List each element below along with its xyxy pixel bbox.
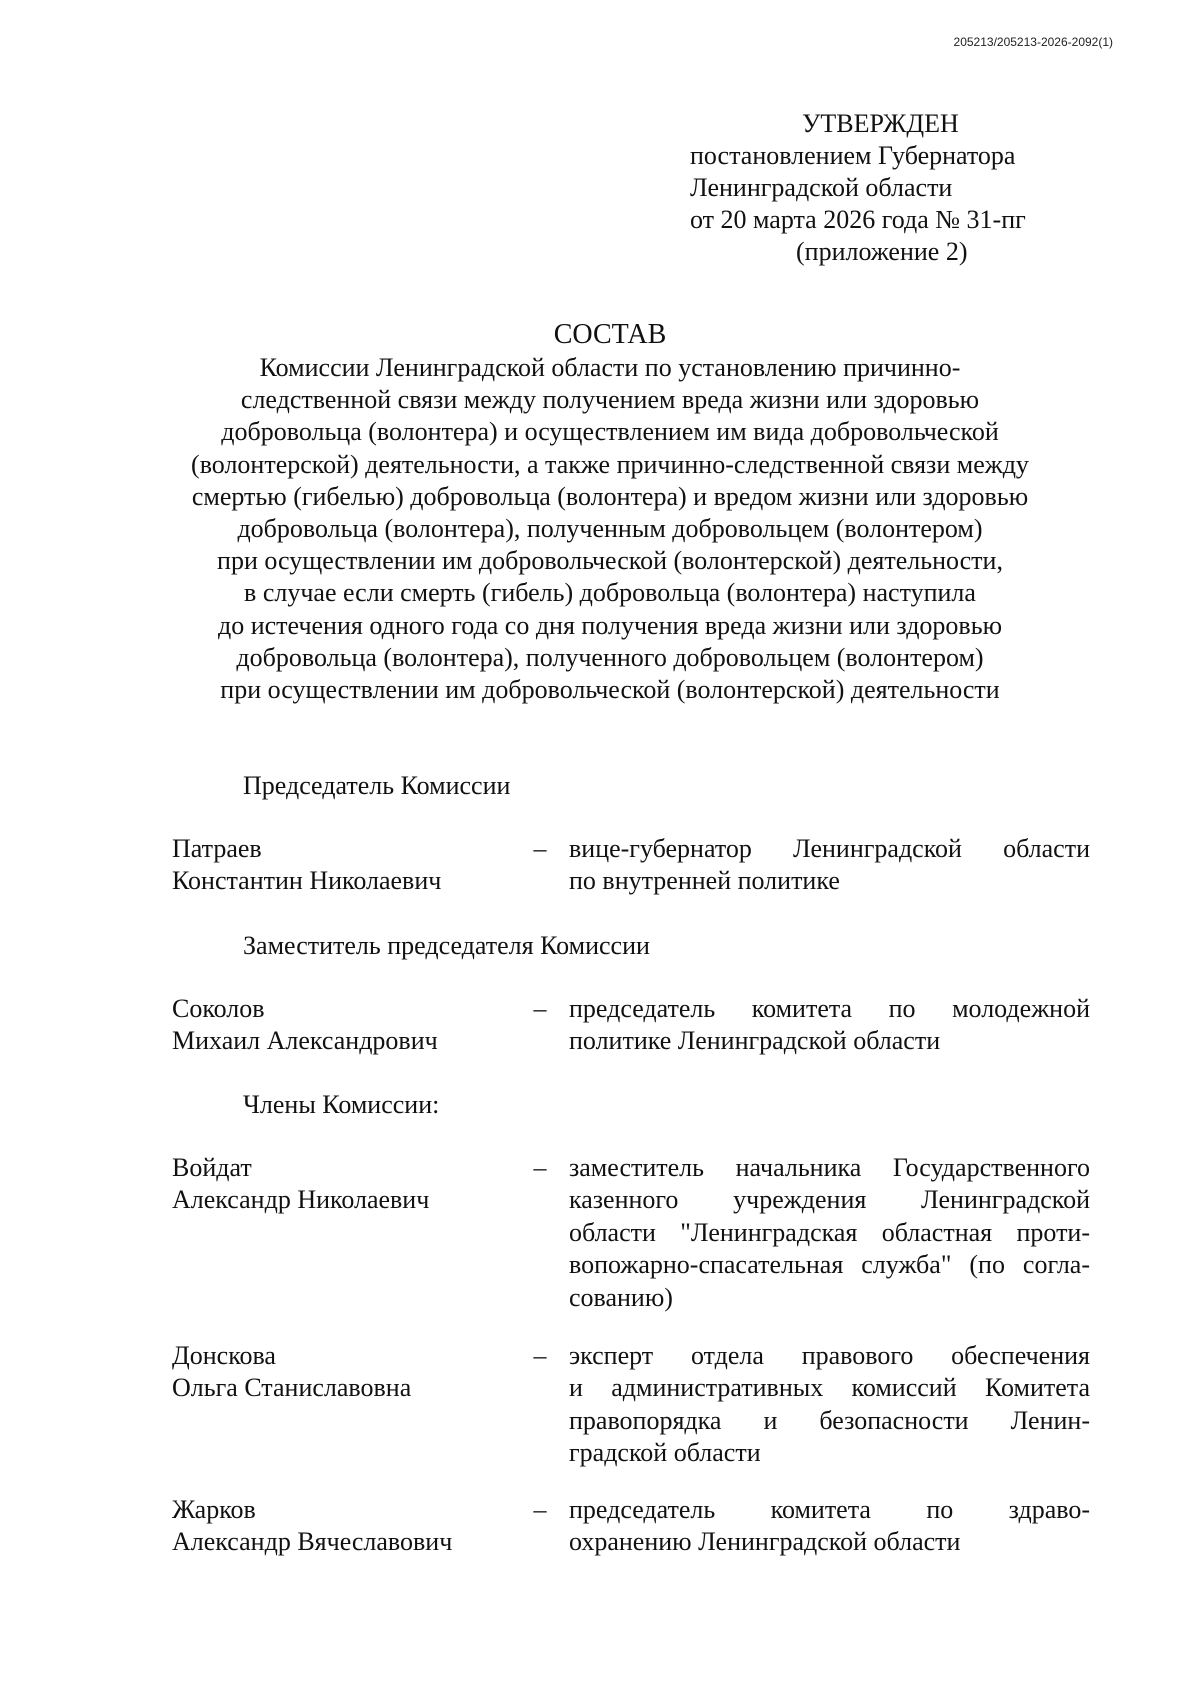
member-name	[172, 993, 512, 1058]
heading-line: добровольца (волонтера) и осуществлением им вида добровольческой	[221, 417, 999, 447]
member-name	[172, 833, 512, 898]
document-id: 205213/205213-2026-2092(1)	[953, 35, 1113, 49]
heading-line: при осуществлении им добровольческой (волонтерской) деятельности	[220, 675, 1000, 705]
position-line: сованию)	[569, 1282, 673, 1312]
heading-line: Комиссии Ленинградской области по установлению причинно-	[259, 353, 961, 382]
approval-stamp	[690, 108, 1070, 268]
position-line: политике Ленинградской области	[569, 1026, 941, 1056]
dash-separator: –	[533, 1495, 547, 1524]
position-line: охранению Ленинградской области	[569, 1527, 961, 1557]
dash-separator: –	[533, 1341, 547, 1370]
position-line: вице-губернатор Ленинградской области	[569, 834, 1090, 863]
dash-separator: –	[533, 994, 547, 1023]
position-line: эксперт отдела правового обеспечения	[569, 1341, 1090, 1370]
member-surname: Донскова	[172, 1341, 276, 1370]
approval-line: Ленинградской области	[690, 173, 953, 202]
member-given-name: Ольга Станиславовна	[172, 1373, 412, 1403]
member-name	[172, 1494, 512, 1559]
member-position	[569, 993, 1090, 1058]
section-members: Члены Комиссии:	[243, 1090, 440, 1119]
member-given-name: Константин Николаевич	[172, 866, 442, 896]
composition-title: СОСТАВ	[553, 319, 667, 350]
heading-line: до истечения одного года со дня получения вреда жизни или здоровью	[218, 610, 1002, 640]
heading-line: (волонтерской) деятельности, а также причинно-следственной связи между	[191, 449, 1029, 479]
approval-title: УТВЕРЖДЕН	[802, 109, 959, 138]
position-line: казенного учреждения Ленинградской	[569, 1185, 1090, 1215]
member-surname: Патраев	[172, 834, 262, 863]
position-line: председатель комитета по здраво-	[569, 1495, 1090, 1524]
section-deputy: Заместитель председателя Комиссии	[243, 931, 650, 960]
member-position	[569, 1340, 1090, 1470]
member-surname: Войдат	[172, 1153, 252, 1182]
dash-separator: –	[533, 1153, 547, 1182]
heading-line: в случае если смерть (гибель) добровольца (волонтера) наступила	[244, 578, 976, 608]
position-line: председатель комитета по молодежной	[569, 994, 1090, 1023]
approval-line: постановлением Губернатора	[690, 141, 1016, 170]
position-line: вопожарно-спасательная служба" (по согла-	[569, 1250, 1090, 1280]
dash-separator: –	[533, 834, 547, 863]
member-name	[172, 1152, 512, 1217]
member-surname: Жарков	[172, 1495, 256, 1524]
composition-heading	[130, 318, 1090, 706]
member-position	[569, 833, 1090, 898]
member-position	[569, 1152, 1090, 1314]
heading-line: добровольца (волонтера), полученного добровольцем (волонтером)	[236, 642, 984, 672]
member-given-name: Александр Вячеславович	[172, 1527, 453, 1557]
position-line: градской области	[569, 1438, 761, 1468]
member-given-name: Михаил Александрович	[172, 1026, 438, 1056]
heading-line: добровольца (волонтера), полученным добровольцем (волонтером)	[237, 514, 983, 544]
heading-line: смертью (гибелью) добровольца (волонтера) и вредом жизни или здоровью	[191, 481, 1029, 511]
position-line: заместитель начальника Государственного	[569, 1153, 1090, 1182]
approval-appendix: (приложение 2)	[796, 237, 968, 266]
heading-line: следственной связи между получением вреда жизни или здоровью	[240, 385, 980, 415]
position-line: правопорядка и безопасности Ленин-	[569, 1405, 1090, 1435]
member-surname: Соколов	[172, 994, 265, 1023]
heading-line: при осуществлении им добровольческой (волонтерской) деятельности,	[217, 546, 1003, 576]
position-line: по внутренней политике	[569, 866, 840, 896]
member-given-name: Александр Николаевич	[172, 1185, 430, 1215]
position-line: области "Ленинградская областная проти-	[569, 1217, 1090, 1247]
member-name	[172, 1340, 512, 1405]
approval-line: от 20 марта 2026 года № 31-пг	[690, 205, 1026, 234]
section-chairman: Председатель Комиссии	[243, 771, 511, 800]
member-position	[569, 1494, 1090, 1559]
position-line: и административных комиссий Комитета	[569, 1373, 1090, 1403]
